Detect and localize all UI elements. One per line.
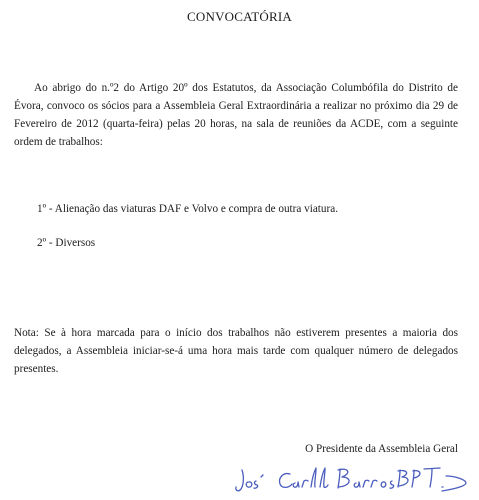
agenda-item-2: 2º - Diversos	[37, 237, 96, 249]
agenda-item-1: 1º - Alienação das viaturas DAF e Volvo e compra de outra viatura.	[37, 203, 338, 215]
handwritten-signature	[228, 462, 472, 496]
document-title: CONVOCATÓRIA	[187, 9, 292, 24]
signatory-title: O Presidente da Assembleia Geral	[305, 443, 458, 455]
note-paragraph: Nota: Se à hora marcada para o início dos trabalhos não estiverem presentes a maioria dos delegados, a Assembleia iniciar-se-á uma hora mais tarde com qualquer número de delegados presentes.	[14, 327, 458, 375]
convocation-paragraph: Ao abrigo do n.º2 do Artigo 20º dos Estatutos, da Associação Columbófila do Distrito de Évora, convoco os sócios para a Assembleia Geral Extraordinária a realizar no próximo dia 29 de Fevereiro de 2012 (quarta-feira) pelas 20 horas, na sala de reuniões da ACDE, com a seguinte ordem de trabalhos:	[14, 82, 458, 148]
